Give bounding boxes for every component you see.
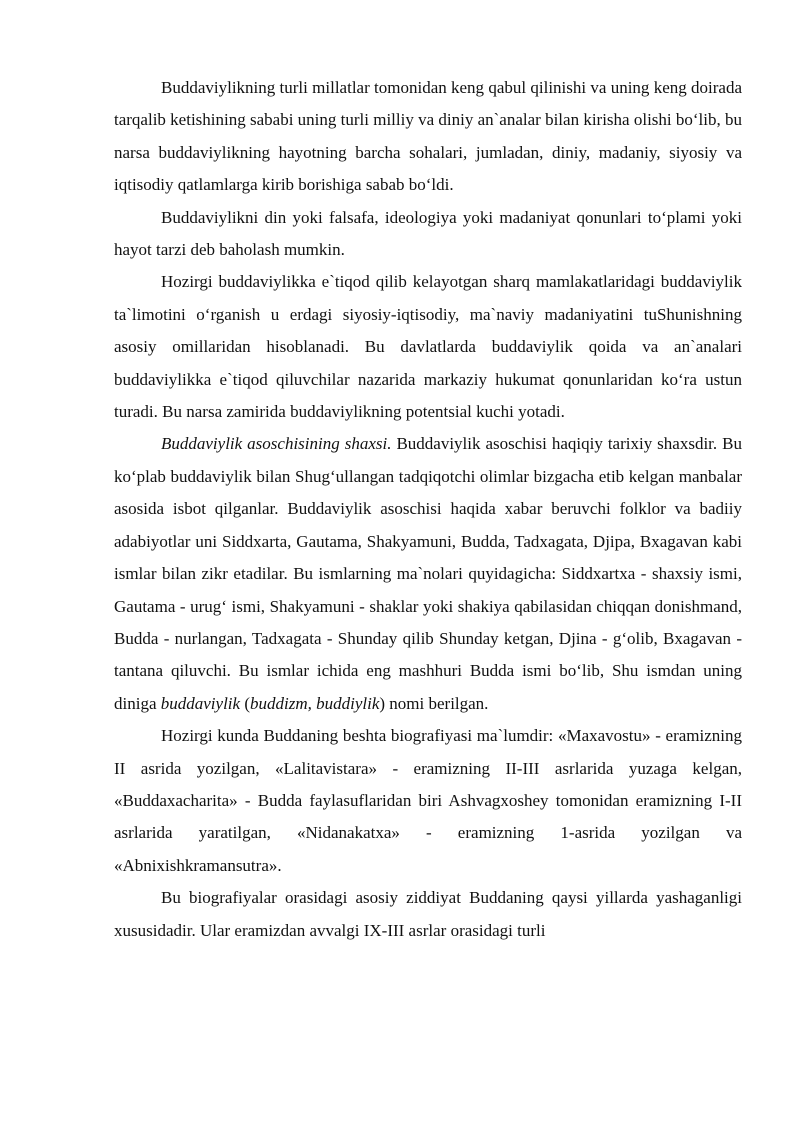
- paragraph-1: [114, 72, 742, 202]
- paragraph-6: [114, 882, 742, 947]
- paragraph-6-text: Bu biografiyalar orasidagi asosiy ziddiyat Buddaning qaysi yillarda yashaganligi xususidadir. Ular eramizdan avvalgi IX-III asrlar orasidagi turli: [114, 888, 742, 940]
- paragraph-5-text: Hozirgi kunda Buddaning beshta biografiyasi ma`lumdir: «Maxavostu» - eramizning II asrida yozilgan, «Lalitavistara» - eramizning II-III asrlarida yuzaga kelgan, «Buddaxacharita» - Budda faylasuflaridan biri Ashvagxoshey tomonidan eramizning I-II asrlarida yaratilgan, «Nidanakatxa» - eramizning 1-asrida yozilgan va «Abnixishkramansutra».: [114, 726, 742, 875]
- italic-term-buddaviylik: buddaviylik: [160, 693, 241, 713]
- paragraph-5: [114, 720, 742, 882]
- paragraph-4-text-e: ) nomi berilgan.: [379, 693, 489, 713]
- paragraph-2: [114, 202, 742, 267]
- paragraph-2-text: Buddaviylikni din yoki falsafa, ideologiya yoki madaniyat qonunlari to‘plami yoki hayot tarzi deb baholash mumkin.: [114, 207, 742, 260]
- section-heading-italic: Buddaviylik asoschisining shaxsi.: [161, 434, 392, 454]
- paragraph-4-text-c: (: [240, 693, 250, 713]
- paragraph-3-text: Hozirgi buddaviylikka e`tiqod qilib kelayotgan sharq mamlakatlaridagi buddaviylik ta`limotini o‘rganish u erdagi siyosiy-iqtisodiy, ma`naviy madaniyatini tuShunishning asosiy omillaridan hisoblanadi. Bu davlatlarda buddaviylik qoida va an`analari buddaviylikka e`tiqod qiluvchilar nazarida markaziy hukumat qonunlaridan ko‘ra ustun turadi. Bu narsa zamirida buddaviylikning potentsial kuchi yotadi.: [114, 272, 742, 422]
- paragraph-1-text: Buddaviylikning turli millatlar tomonidan keng qabul qilinishi va uning keng doirada tarqalib ketishining sababi uning turli milliy va diniy an`analar bilan kirisha olishi bo‘lib, bu narsa buddaviylikning hayotning barcha sohalari, jumladan, diniy, madaniy, siyosiy va iqtisodiy qatlamlarga kirib borishiga sabab bo‘ldi.: [114, 78, 742, 195]
- paragraph-4: [114, 428, 742, 720]
- paragraph-3: [114, 266, 742, 428]
- document-page: [114, 72, 742, 947]
- paragraph-4-text-a: Buddaviylik asoschisi haqiqiy tarixiy shaxsdir. Bu ko‘plab buddaviylik bilan Shug‘ullangan tadqiqotchi olimlar bizgacha etib kelgan manbalar asosida isbot qilganlar. Buddaviylik asoschisi haqida xabar beruvchi folklor va badiiy adabiyotlar uni Siddxarta, Gautama, Shakyamuni, Budda, Tadxagata, Djipa, Bxagavan kabi ismlar bilan zikr etadilar. Bu ismlarning ma`nolari quyidagicha: Siddxartxa - shaxsiy ismi, Gautama - urug‘ ismi, Shakyamuni - shaklar yoki shakiya qabilasidan chiqqan donishmand, Budda - nurlangan, Tadxagata - Shunday qilib Shunday ketgan, Djina - g‘olib, Bxagavan - tantana qiluvchi. Bu ismlar ichida eng mashhuri Budda ismi bo‘lib, Shu ismdan uning diniga: [114, 434, 742, 713]
- italic-term-buddizm: buddizm, buddiylik: [249, 693, 380, 713]
